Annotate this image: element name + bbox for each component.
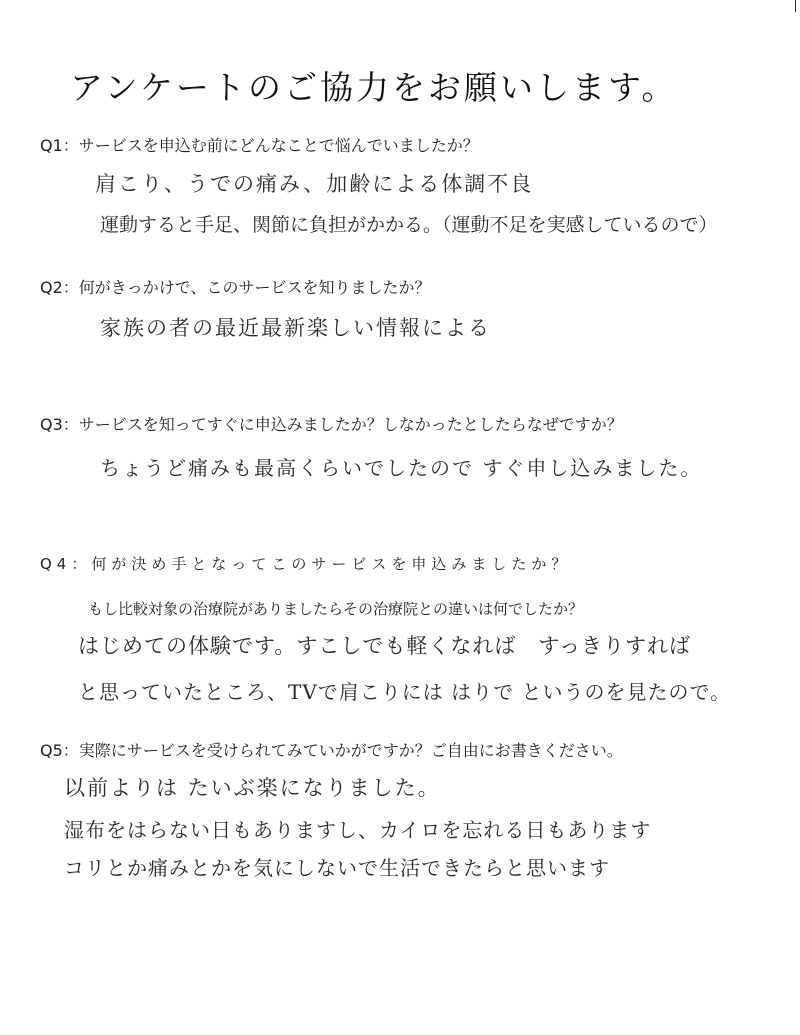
question-5: Q5：実際にサービスを受けられてみていかがですか？ご自由にお書きください。 [40, 741, 623, 760]
answer-5-line-2: 湿布をはらない日もありますし、カイロを忘れる日もあります [64, 818, 652, 842]
question-4-sub: もし比較対象の治療院がありましたらその治療院との違いは何でしたか？ [88, 600, 584, 618]
answer-3-line-1: ちょうど痛みも最高くらいでしたので すぐ申し込みました。 [100, 456, 703, 480]
answer-5-line-1: 以前よりは たいぶ楽になりました。 [64, 776, 441, 800]
answer-2-line-1: 家族の者の最近最新楽しい情報による [100, 316, 491, 340]
answer-4-line-2: と思っていたところ、TVで肩こりには はりで というのを見たので。 [78, 680, 732, 704]
answer-4-line-1: はじめての体験です。すこしでも軽くなれば すっきりすれば [78, 634, 692, 658]
answer-1-line-2: 運動すると手足、関節に負担がかかる。（運動不足を実感しているので） [100, 214, 718, 236]
answer-1-line-1: 肩こり、うでの痛み、加齢による体調不良 [95, 172, 534, 196]
question-3: Q3：サービスを知ってすぐに申込みましたか？しなかったとしたらなぜですか？ [40, 415, 623, 434]
question-4: Q4：何が決め手となってこのサービスを申込みましたか？ [40, 555, 572, 573]
answer-5-line-3: コリとか痛みとかを気にしないで生活できたらと思います [64, 856, 610, 880]
page-title: アンケートのご協力をお願いします。 [70, 68, 678, 107]
question-1: Q1：サービスを申込む前にどんなことで悩んでいましたか？ [40, 136, 479, 155]
question-2: Q2：何がきっかけで、このサービスを知りましたか？ [40, 278, 431, 297]
scan-edge-mark [795, 0, 796, 12]
